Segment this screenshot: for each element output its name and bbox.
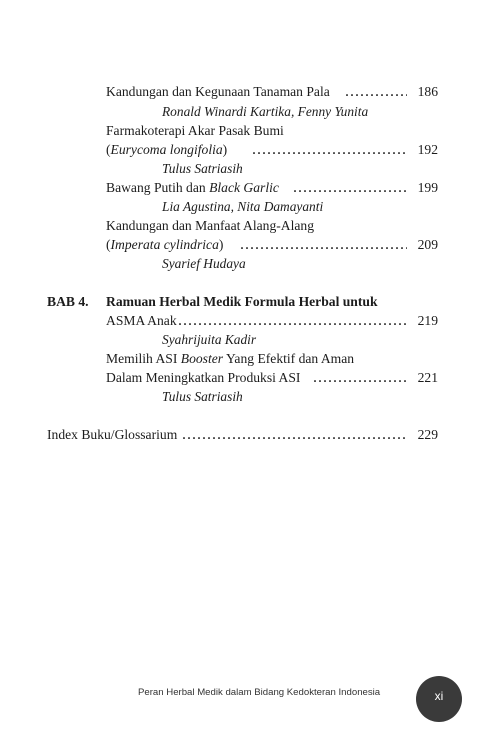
toc-entry-pasak-title: Farmakoterapi Akar Pasak Bumi — [106, 123, 284, 138]
toc-authors: Syarief Hudaya — [162, 256, 246, 271]
toc-page-number: 192 — [417, 142, 438, 157]
toc-entry-alang-title: Kandungan dan Manfaat Alang-Alang — [106, 218, 314, 233]
toc-entry-bawang-title: Bawang Putih dan Black Garlic — [106, 180, 279, 195]
toc-leader-dots — [240, 236, 407, 254]
toc-leader-dots — [313, 369, 407, 387]
toc-title-text: Kandungan dan Kegunaan Tanaman Pala — [106, 84, 330, 99]
toc-authors: Ronald Winardi Kartika, Fenny Yunita — [162, 104, 369, 119]
toc-page-number: 221 — [417, 370, 438, 385]
toc-page-number: 209 — [417, 237, 438, 252]
running-footer-title: Peran Herbal Medik dalam Bidang Kedokteran Indonesia — [138, 687, 381, 698]
toc-page-number: 229 — [417, 427, 438, 442]
toc-authors: Tulus Satriasih — [162, 389, 243, 404]
toc-authors: Syahrijuita Kadir — [162, 332, 257, 347]
chapter-heading: Ramuan Herbal Medik Formula Herbal untuk — [106, 294, 378, 309]
toc-leader-dots — [293, 179, 407, 197]
toc-page-number: 186 — [417, 84, 438, 99]
toc-entry-asma-title: ASMA Anak — [106, 313, 177, 328]
toc-entry-asi-title-line2: Dalam Meningkatkan Produksi ASI — [106, 370, 301, 385]
toc-leader-dots — [178, 312, 407, 330]
toc-authors: Lia Agustina, Nita Damayanti — [162, 199, 324, 214]
page-number-tab — [416, 676, 462, 722]
toc-page-number: 199 — [417, 180, 438, 195]
toc-authors: Tulus Satriasih — [162, 161, 243, 176]
toc-entry-index-title: Index Buku/Glossarium — [47, 427, 178, 442]
toc-entry-alang-title-line2: (Imperata cylindrica) — [106, 237, 224, 252]
toc-leader-dots — [182, 426, 407, 444]
toc-entry-asi-title: Memilih ASI Booster Yang Efektif dan Aman — [106, 351, 355, 366]
toc-leader-dots — [252, 141, 407, 159]
page-number-label: xi — [434, 689, 444, 703]
toc-page-number: 219 — [417, 313, 438, 328]
toc-entry-pasak-title-line2: (Eurycoma longifolia) — [106, 142, 228, 157]
toc-entry-pala-title — [106, 83, 330, 101]
chapter-label: BAB 4. — [47, 294, 89, 309]
